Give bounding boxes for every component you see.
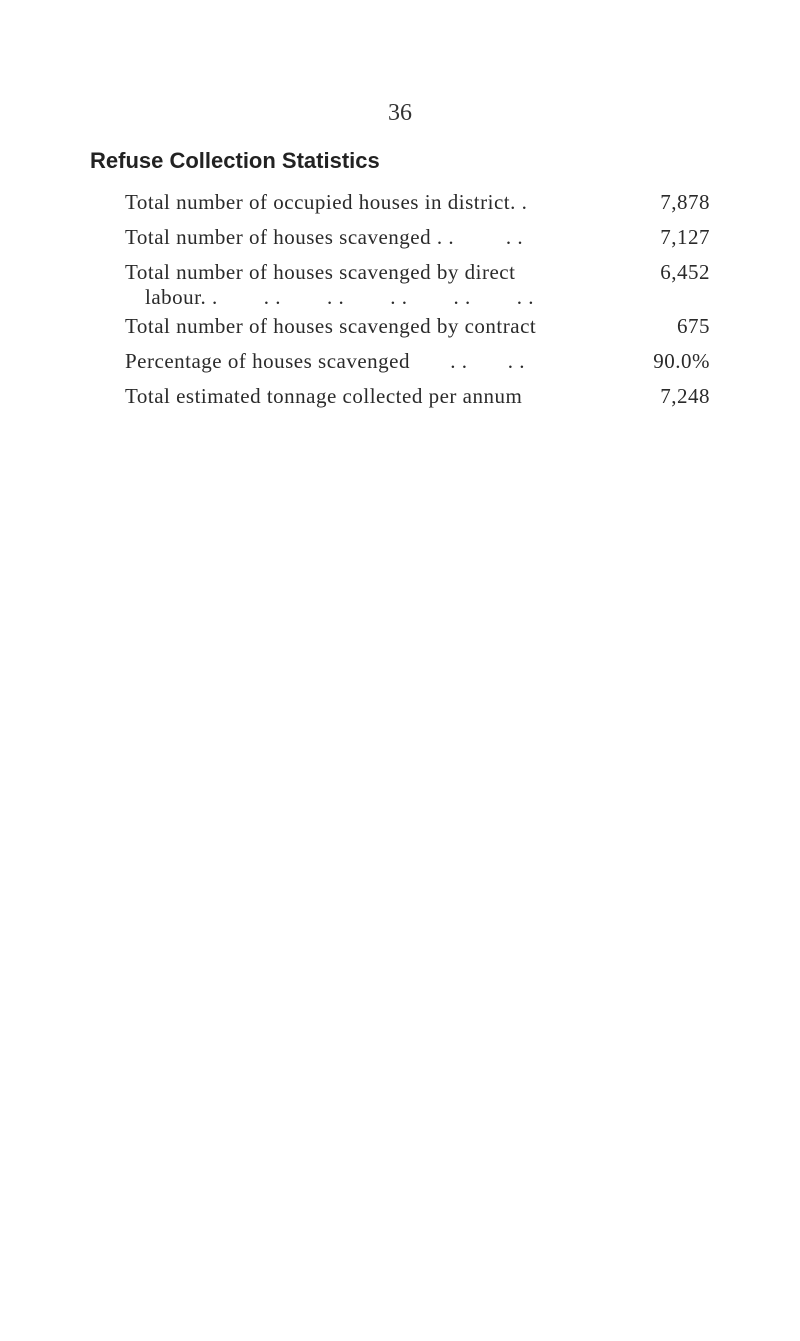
stat-row-occupied-houses xyxy=(125,190,710,217)
stat-label-line1: Total number of houses scavenged by direct xyxy=(125,260,516,284)
stat-label: Percentage of houses scavenged . . . . xyxy=(125,349,525,373)
stat-value: 6,452 xyxy=(660,260,710,284)
stat-label xyxy=(125,260,534,310)
section-title: Refuse Collection Statistics xyxy=(90,148,380,173)
stat-value: 7,248 xyxy=(660,384,710,408)
stat-value: 7,878 xyxy=(660,190,710,214)
stat-label: Total number of houses scavenged . . . . xyxy=(125,225,524,249)
stat-label: Total number of houses scavenged by contract xyxy=(125,314,537,338)
stat-label: Total estimated tonnage collected per annum xyxy=(125,384,523,408)
stat-row-tonnage xyxy=(125,384,710,411)
stat-row-houses-scavenged xyxy=(125,225,710,252)
stat-label: Total number of occupied houses in district. . xyxy=(125,190,528,214)
page-number: 36 xyxy=(388,100,412,126)
stat-value: 675 xyxy=(677,314,710,338)
stat-value: 7,127 xyxy=(660,225,710,249)
stat-row-direct-labour xyxy=(125,260,710,310)
stat-row-percentage xyxy=(125,349,710,376)
statistics-list xyxy=(125,190,710,419)
stat-value: 90.0% xyxy=(653,349,710,373)
stat-label-line2: labour. . . . . . . . . . . . xyxy=(145,285,534,309)
stat-row-contract xyxy=(125,314,710,341)
